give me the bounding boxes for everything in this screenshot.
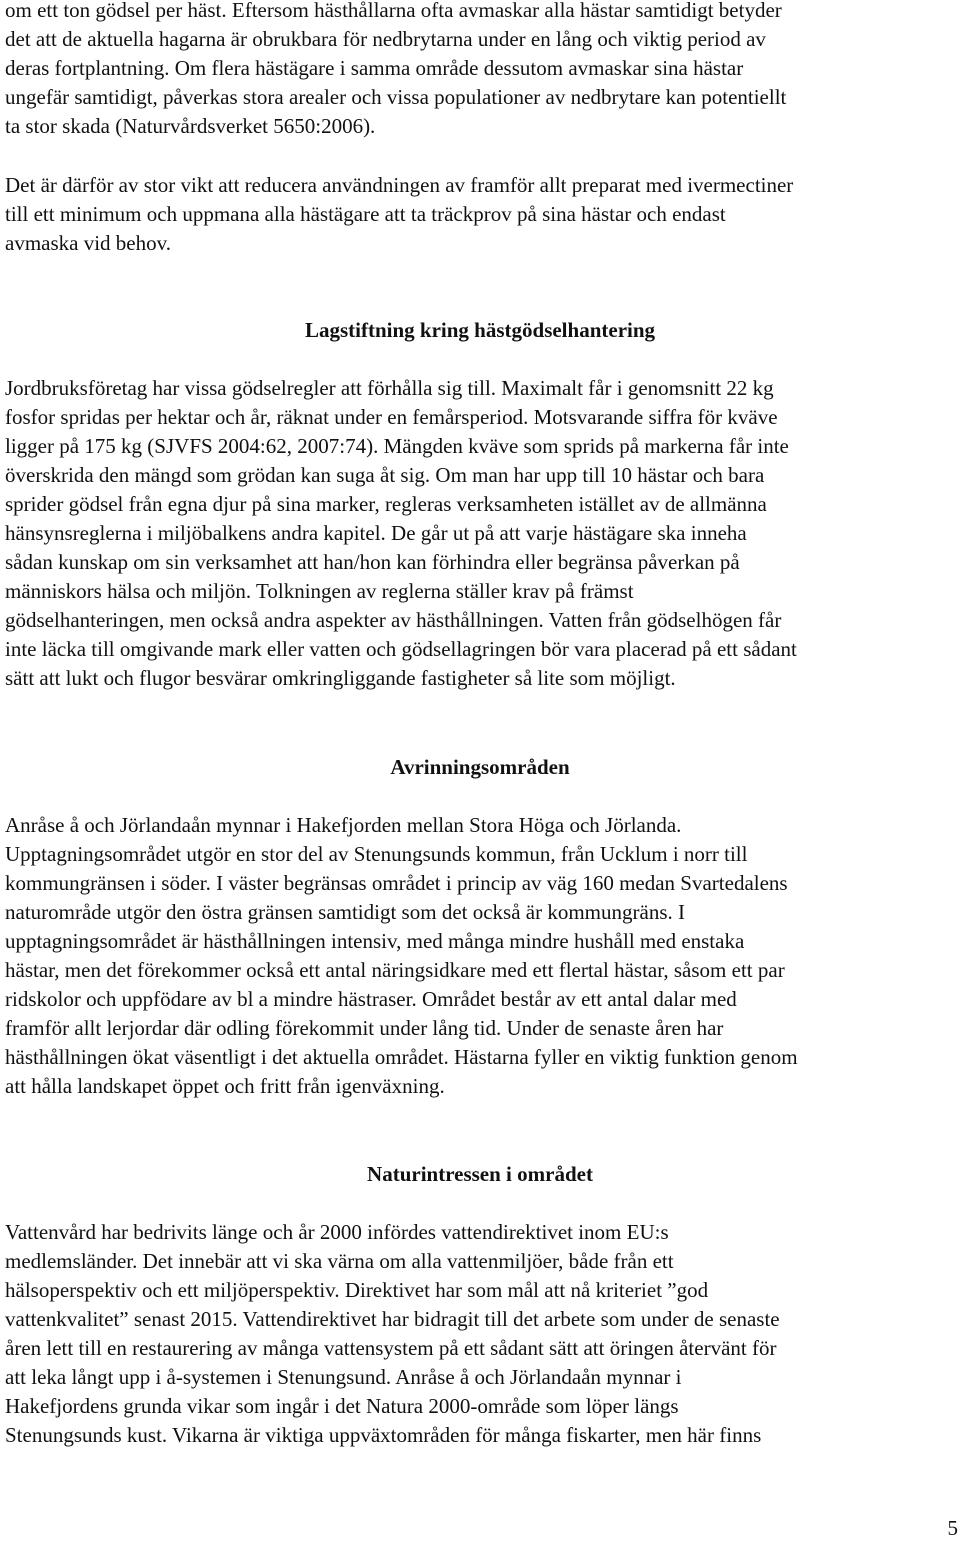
paragraph-water-management: Vattenvård har bedrivits länge och år 2000 infördes vattendirektivet inom EU:s medlemsländer. Det innebär att vi ska värna om alla vattenmiljöer, både från ett hälsoperspektiv och ett miljöperspektiv. Direktivet har som mål att nå kriteriet ”god vattenkvalitet” senast 2015. Vattendirektivet har bidragit till det arbete som under de senaste åren lett till en restaurering av många vattensystem på ett sådant sätt att öringen återvänt för att leka långt upp i å-systemen i Stenungsund. Anråse å och Jörlandaån mynnar i Hakefjordens grunda vikar som ingår i det Natura 2000-område som löper längs Stenungsunds kust. Vikarna är viktiga uppväxtområden för många fiskarter, men här finns: [5, 1220, 780, 1447]
paragraph-drainage-area-description: Anråse å och Jörlandaån mynnar i Hakefjorden mellan Stora Höga och Jörlanda. Upptagningsområdet utgör en stor del av Stenungsunds kommun, från Ucklum i norr till kommungränsen i söder. I väster begränsas området i princip av väg 160 medan Svartedalens naturområde utgör den östra gränsen samtidigt som det också är kommungräns. I upptagningsområdet är hästhållningen intensiv, med många mindre hushåll med enstaka hästar, men det förekommer också ett antal näringsidkare med ett flertal hästar, såsom ett par ridskolor och uppfödare av bl a mindre hästraser. Området består av ett antal dalar med framför allt lerjordar där odling förekommit under lång tid. Under de senaste åren har hästhållningen ökat väsentligt i det aktuella området. Hästarna fyller en viktig funktion genom att hålla landskapet öppet och fritt från igenväxning.: [5, 813, 798, 1098]
paragraph-ivermectin-reduction: Det är därför av stor vikt att reducera användningen av framför allt preparat med ivermectiner till ett minimum och uppmana alla hästägare att ta träckprov på sina hästar och endast avmaska vid behov.: [5, 173, 794, 255]
paragraph-deworming-impact: om ett ton gödsel per häst. Eftersom hästhållarna ofta avmaskar alla hästar samtidigt betyder det att de aktuella hagarna är obrukbara för nedbrytarna under en lång och viktig period av deras fortplantning. Om flera hästägare i samma område dessutom avmaskar sina hästar ungefär samtidigt, påverkas stora arealer och vissa populationer av nedbrytare kan potentiellt ta stor skada (Naturvårdsverket 5650:2006).: [5, 0, 787, 138]
paragraph-manure-regulations: Jordbruksföretag har vissa gödselregler att förhålla sig till. Maximalt får i genomsnitt 22 kg fosfor spridas per hektar och år, räknat under en femårsperiod. Motsvarande siffra för kväve ligger på 175 kg (SJVFS 2004:62, 2007:74). Mängden kväve som sprids på markerna får inte överskrida den mängd som grödan kan suga åt sig. Om man har upp till 10 hästar och bara sprider gödsel från egna djur på sina marker, regleras verksamheten istället av de allmänna hänsynsreglerna i miljöbalkens andra kapitel. De går ut på att varje hästägare ska inneha sådan kunskap om sin verksamhet att han/hon kan förhindra eller begränsa påverkan på människors hälsa och miljön. Tolkningen av reglerna ställer krav på främst gödselhanteringen, men också andra aspekter av hästhållningen. Vatten från gödselhögen får inte läcka till omgivande mark eller vatten och gödsellagringen bör vara placerad på ett sådant sätt att lukt och flugor besvärar omkringliggande fastigheter så lite som möjligt.: [5, 376, 797, 690]
page-number: 5: [947, 1516, 958, 1540]
section-heading-drainage-areas: Avrinningsområden: [390, 755, 570, 779]
section-heading-nature-interests: Naturintressen i området: [367, 1162, 593, 1186]
section-heading-legislation: Lagstiftning kring hästgödselhantering: [304, 318, 656, 342]
